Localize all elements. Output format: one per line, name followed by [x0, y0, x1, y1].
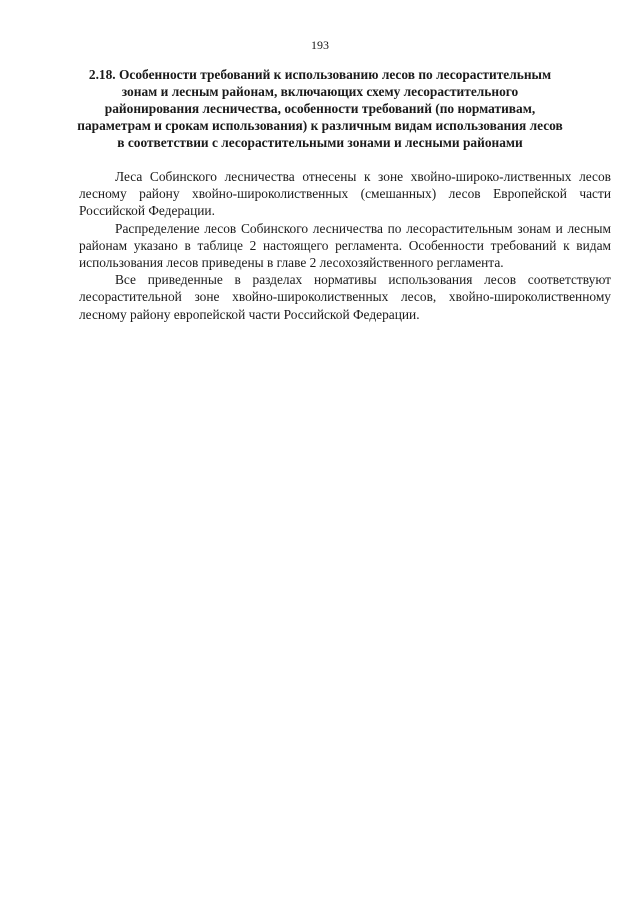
page-number: 193 [311, 38, 329, 52]
paragraph-forest-distribution: Распределение лесов Собинского лесничества по лесорастительным зонам и лесным районам указано в таблице 2 настоящего регламента. Особенности требований к видам использования лесов приведены в главе 2 лесохозяйственного регламента. [79, 220, 611, 271]
section-heading: 2.18. Особенности требований к использованию лесов по лесорастительным зонам и лесным районам, включающих схему лесорастительного районирования лесничества, особенности требований (по нормативам, параметрам и срокам использования) к различным видам использования лесов в соответствии с лесорастительными зонами и лесными районами [77, 67, 563, 150]
paragraph-usage-norms: Все приведенные в разделах нормативы использования лесов соответствуют лесорастительной зоне хвойно-широколиственных лесов, хвойно-широколиственному лесному району европейской части Российской Федерации. [79, 272, 611, 322]
body-text [79, 168, 611, 323]
paragraph-forest-zone: Леса Собинского лесничества отнесены к зоне хвойно-широко-лиственных лесов лесному району хвойно-широколиственных (смешанных) лесов Европейской части Российской Федерации. [79, 169, 611, 219]
